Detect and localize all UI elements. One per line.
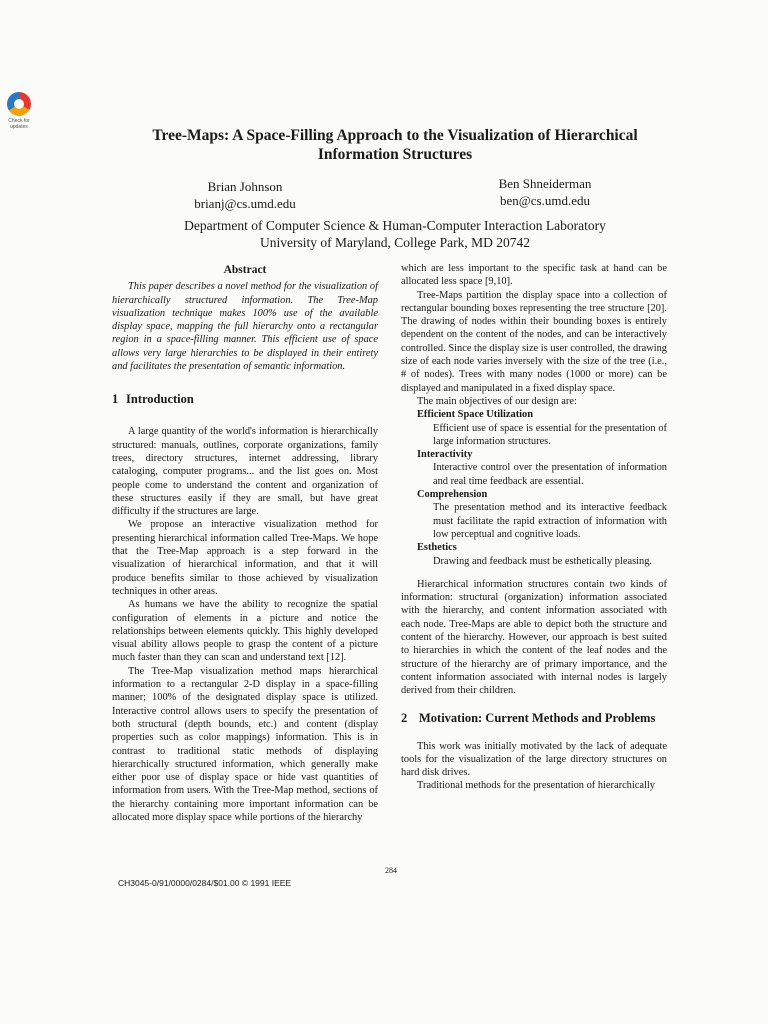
right-column xyxy=(401,262,667,793)
intro-paragraph: We propose an interactive visualization method for presenting hierarchical information called Tree-Maps. We hope that the Tree-Map approach is a step forward in the visualization of hierarchical information, and that it will produce benefits similar to those achieved by visualization techniques in other areas. xyxy=(112,519,378,597)
objective-description: The presentation method and its interactive feedback must facilitate the rapid extraction of information with low perceptual and cognitive loads. xyxy=(433,502,667,540)
page-number: 284 xyxy=(385,866,397,875)
check-for-updates-badge[interactable] xyxy=(4,92,34,130)
crossmark-icon xyxy=(7,92,31,116)
author-2 xyxy=(450,175,640,209)
abstract-heading: Abstract xyxy=(223,264,267,276)
section-2-heading xyxy=(401,710,667,726)
body-paragraph: The main objectives of our design are: xyxy=(417,395,577,407)
section-1-title: Introduction xyxy=(126,392,194,407)
intro-paragraph: As humans we have the ability to recognize the spatial configuration of elements in a picture and notice the relationships between elements quickly. This highly developed visual ability allows people to grasp the content of a picture much faster than they can scan and understand text [12]. xyxy=(112,599,378,664)
section-2-title: Motivation: Current Methods and Problems xyxy=(419,710,656,725)
objective-title: Esthetics xyxy=(417,542,457,554)
section-1-number: 1 xyxy=(112,392,119,407)
author-1 xyxy=(160,178,330,212)
intro-paragraph: The Tree-Map visualization method maps hierarchical information to a rectangular 2-D display in a space-filling manner; 100% of the designated display space is utilized. Interactive control allows users to specify the presentation of both structural (depth bounds, etc.) and content (display properties such as color mappings) information. This is in contrast to traditional static methods of displaying hierarchically structured information, which generally make either poor use of display space or hide vast quantities of information from users. With the Tree-Map method, sections of the hierarchy containing more important information can be allocated more display space while portions of the hierarchy xyxy=(112,665,378,823)
author-2-name: Ben Shneiderman xyxy=(498,176,592,191)
left-column xyxy=(112,264,378,824)
affiliation xyxy=(120,217,670,251)
badge-label: Check for updates xyxy=(8,118,30,130)
objective-description: Efficient use of space is essential for the presentation of large information structures. xyxy=(433,422,667,447)
motivation-paragraph: Traditional methods for the presentation of hierarchically xyxy=(417,780,655,792)
objectives-list xyxy=(401,408,667,568)
objective-title: Efficient Space Utilization xyxy=(417,409,534,421)
objective-description: Interactive control over the presentation of information and real time feedback are essential. xyxy=(433,462,667,487)
copyright-footer: CH3045-0/91/0000/0284/$01.00 © 1991 IEEE xyxy=(118,878,292,888)
paper-title: Tree-Maps: A Space-Filling Approach to the Visualization of Hierarchical Information Structures xyxy=(152,127,638,163)
body-paragraph: Tree-Maps partition the display space into a collection of rectangular bounding boxes representing the tree structure [20]. The drawing of nodes within their bounding boxes is entirely dependent on the content of the nodes, and can be interactively controlled. Since the display size is user controlled, the drawing size of each node varies inversely with the size of the tree (i.e., # of nodes). Trees with many nodes (1000 or more) can be displayed and manipulated in a fixed display space. xyxy=(401,289,667,394)
author-1-name: Brian Johnson xyxy=(207,179,283,194)
objective-title: Interactivity xyxy=(417,449,473,461)
author-2-email: ben@cs.umd.edu xyxy=(500,193,590,208)
motivation-paragraph: This work was initially motivated by the lack of adequate tools for the visualization of the large directory structures on hard disk drives. xyxy=(401,740,667,779)
objective-title: Comprehension xyxy=(417,489,488,501)
body-paragraph: Hierarchical information structures contain two kinds of information: structural (organization) information associated with the hierarchy, and content information associated with each node. Tree-Maps are able to depict both the structure and content of the hierarchy. However, our approach is best suited to hierarchies in which the content of the leaf nodes and the structure of the hierarchy are of primary importance, and the content information associated with internal nodes is largely derived from their children. xyxy=(401,578,667,697)
affiliation-line-1: Department of Computer Science & Human-Computer Interaction Laboratory xyxy=(184,218,606,233)
author-1-email: brianj@cs.umd.edu xyxy=(194,196,296,211)
intro-paragraph: A large quantity of the world's information is hierarchically structured: manuals, outlines, corporate organizations, family trees, directory structures, internet addressing, library cataloging, computer programs... and the list goes on. Most people come to understand the content and organization of these structures easily if they are small, but have great difficulty if the structures are large. xyxy=(112,426,378,518)
objective-description: Drawing and feedback must be esthetically pleasing. xyxy=(433,555,652,567)
affiliation-line-2: University of Maryland, College Park, MD 20742 xyxy=(260,235,530,250)
section-1-heading xyxy=(112,391,378,407)
abstract-body: This paper describes a novel method for the visualization of hierarchically structured information. The Tree-Map visualization technique makes 100% use of the available display space, mapping the full hierarchy onto a rectangular region in a space-filling manner. This efficient use of space allows very large hierarchies to be displayed in their entirety and facilitates the presentation of semantic information. xyxy=(112,281,378,373)
section-2-number: 2 xyxy=(401,710,408,725)
continued-paragraph: which are less important to the specific task at hand can be allocated less space [9,10]. xyxy=(401,263,667,288)
